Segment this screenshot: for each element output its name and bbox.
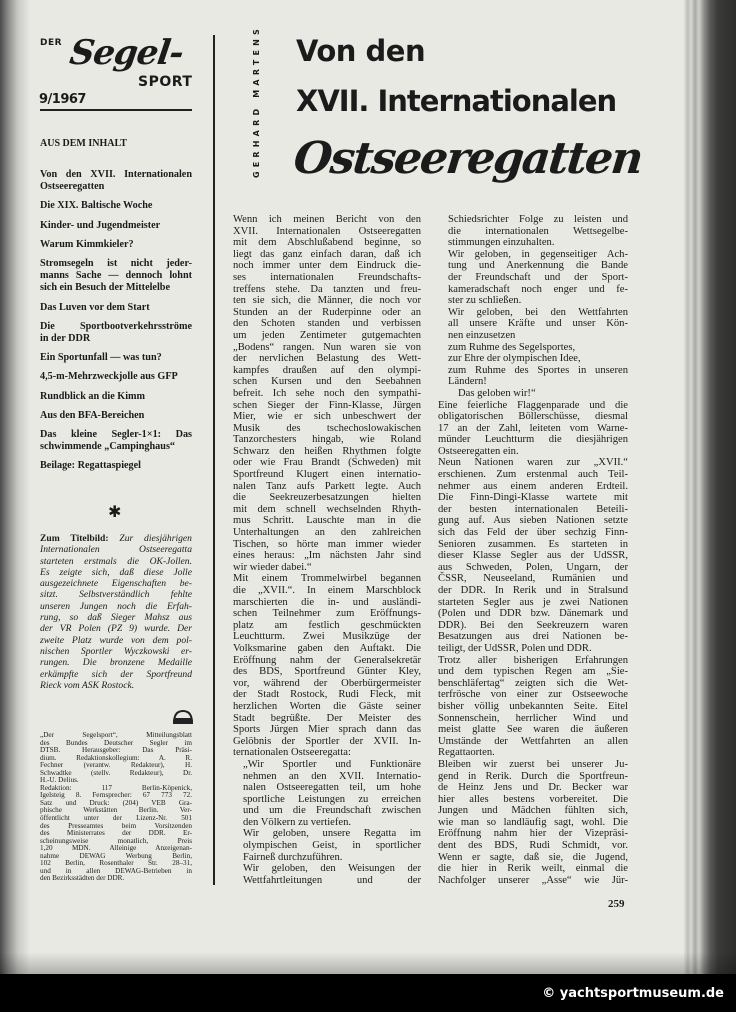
imprint-line: des Ministerrates der DDR. Er- (40, 829, 192, 838)
article-line: XVII. Internationalen Ostseeregatten (233, 225, 421, 237)
article-line: Eröffnung nahm der Generalsekretär (233, 654, 421, 666)
article-line: oder wie Frau Brandt (Schweden) mit (233, 457, 421, 469)
cover-note-line: erkämpfte sich der Sportfreund (40, 668, 192, 680)
masthead-der: DER (40, 38, 63, 48)
article-line: (Polen und DDR bzw. Dänemark und (438, 608, 628, 620)
article-line: Neun Nationen waren zur „XVII.“ (438, 457, 628, 469)
imprint-line: öffentlicht unter der Lizenz-Nr. 501 (40, 814, 192, 823)
toc-item-line: in der DDR (40, 333, 91, 345)
table-of-contents (40, 169, 192, 480)
article-line: ten sie sich, die Männer, die noch vor (233, 295, 421, 307)
article-line: Musik des tschechoslowakischen (233, 422, 421, 434)
article-line: treffens stehe. Da tanzten und freu- (233, 283, 421, 295)
cover-note-line: nischen Sportler Wyczkowski er- (40, 645, 192, 657)
article-line: terfrösche von einer zur Ostseewoche (438, 689, 628, 701)
article-line: Senioren zusammen. Es starteten in (438, 538, 628, 550)
imprint-line: des Presseamtes beim Vorsitzenden (40, 821, 192, 830)
page-bottom-shadow (0, 952, 736, 974)
article-line: sportliche Leistungen zu erreichen (243, 793, 421, 805)
article-line: nalen Tanz aufs Parkett legte. Auch (233, 480, 421, 492)
column-divider (213, 35, 215, 885)
article-line: Volksmarine gaben den Auftakt. Die (233, 642, 421, 654)
article-line: teiligt, der UdSSR, Polen und DDR. (438, 642, 592, 654)
article-line: Wir geloben, den Weisungen der (243, 863, 421, 875)
article-line: Schiedsrichter Folge zu leisten und (448, 214, 628, 225)
cover-note-line: ausgezeichnete Eigenschaften be- (40, 578, 192, 590)
binding-shadow (0, 0, 30, 974)
article-line: Wir geloben, unsere Regatta im (243, 828, 421, 840)
masthead-rule (40, 109, 192, 111)
article-line: Umstände der Wettfahrten an allen (438, 735, 628, 747)
article-line: Nachfolger unserer „Asse“ wie Jür- (438, 874, 628, 886)
imprint-line: Schwadtke (stellv. Redakteur), Dr. (40, 768, 192, 777)
article-line: Wenn er sagte, daß sie, die Jugend, (438, 851, 628, 863)
article-line: gung auf. Aus sieben Nationen setzte (438, 515, 628, 527)
toc-item (40, 258, 192, 295)
article-line: Ostseeregatten ein. (438, 445, 519, 457)
article-line: ČSSR, Neuseeland, Rumänien und (438, 573, 628, 585)
cover-note-line: starteten erstmals die OK-Jollen. (40, 555, 192, 567)
imprint-line: Satz und Druck: (204) VEB Gra- (40, 798, 192, 807)
article-line: Die Finn-Dingi-Klasse wartete mit (438, 492, 628, 504)
article-line: Wenn ich meinen Bericht von den (233, 214, 421, 225)
article-line: mit dem schnell wechselnden Rhyth- (233, 503, 421, 515)
toc-item-line: 4,5-m-Mehrzweckjolle aus GFP (40, 371, 178, 383)
article-line: schen Kursen und den Seebahnen (233, 376, 421, 388)
article-line: Wettfahrtleitungen und der (243, 874, 421, 886)
article-line: kampfes draußen auf den olympi- (233, 364, 421, 376)
article-line: nalen Ostseeregatten teil, um hohe (243, 782, 421, 794)
cover-note-label: Zum Titelbild: (40, 533, 109, 544)
cover-note-line: unseren Jungen noch die Erfah- (40, 600, 192, 612)
cover-note-text: Zur diesjährigen (108, 533, 192, 544)
article-line: nehmer aus einem anderen Erdteil. (438, 480, 628, 492)
article-line: noch immer unter dem Eindruck die- (233, 260, 421, 272)
toc-item (40, 460, 192, 472)
pledge-paragraph (233, 863, 421, 886)
article-line: der DDR. In Rerik und in Stralsund (438, 585, 628, 596)
pledge-paragraph (438, 307, 628, 342)
imprint-line: und in allen DEWAG-Betrieben in (40, 866, 192, 875)
article-line: der Freundschaft und der Sport- (448, 271, 628, 283)
article-line: zum Ruhme des Segelsportes, (448, 341, 576, 353)
article-line: Das geloben wir!“ (458, 387, 536, 399)
imprint-line: nahme DEWAG Werbung Berlin, (40, 851, 192, 860)
article-line: all unsere Kräfte und unser Kön- (448, 318, 628, 330)
article-line: Wir geloben, bei den Wettfahrten (448, 306, 628, 318)
toc-item-line: Ostseeregatten (40, 181, 105, 193)
article-line: mus Schritt. Lauschte man in die (233, 515, 421, 527)
article-line: gend in Rerik. Durch die Sportfreun- (438, 770, 628, 782)
masthead-sport: SPORT (138, 74, 193, 90)
article-line: eines heraus: „Im nächsten Jahr sind (233, 550, 421, 562)
article-line: herzlichen Worten die Gäste seiner (233, 700, 421, 712)
paragraph (438, 457, 628, 654)
article-line: DDR). Bei den Seekreuzern waren (438, 619, 628, 631)
toc-item (40, 371, 192, 383)
article-line: Unterhaltungen an den zahlreichen (233, 527, 421, 539)
toc-item-line: schwimmende „Campinghaus“ (40, 441, 176, 453)
toc-item (40, 321, 192, 345)
author-byline: GERHARD MARTENS (252, 25, 261, 178)
article-line: Jungen und Mädchen fühlten sich, (438, 805, 628, 817)
article-line: bisher völlig unbekannten Seite. Eitel (438, 700, 628, 712)
toc-item-line: Kinder- und Jugendmeister (40, 219, 161, 231)
pledge-paragraph (438, 353, 628, 365)
toc-item-line: Ein Sportunfall — was tun? (40, 352, 162, 364)
pledge-paragraph (438, 342, 628, 354)
toc-item-line: Die XIX. Baltische Woche (40, 200, 153, 212)
article-line: der Stadt Rostock, Rudi Fleck, mit (233, 689, 421, 701)
article-line: Mier, wie er sich unbeschwert der (233, 411, 421, 423)
article-line: Tischen, so hörte man immer wieder (233, 538, 421, 550)
toc-item-line: Das Luven vor dem Start (40, 301, 150, 313)
paragraph (438, 655, 628, 759)
article-line: Eröffnung nahm hier der Vizepräsi- (438, 828, 628, 840)
pledge-paragraph (438, 214, 628, 249)
article-line: Sportfreund Klugert einen internatio- (233, 469, 421, 481)
article-line: Schwarz den heißen Rhythmen folgte (233, 445, 421, 457)
article-line: Stunden an der Ruderpinne oder an (233, 306, 421, 318)
article-line: zum Ruhme des Sportes in unseren (448, 364, 628, 376)
article-line: nehmen an den XVII. Internatio- (243, 770, 421, 782)
paragraph (438, 759, 628, 887)
article-line: wir wieder dabei.“ (233, 561, 312, 573)
toc-item (40, 391, 192, 403)
toc-item-line: Warum Kimmkieler? (40, 238, 134, 250)
pledge-paragraph (233, 828, 421, 863)
cover-note-line: der VR Polen (PZ 9) wurde. Der (40, 623, 192, 635)
article-line: ses internationalen Freundschafts- (233, 271, 421, 283)
article-line: die hier in Rerik weilt, einmal die (438, 863, 628, 875)
toc-item-line: Beilage: Regattaspiegel (40, 460, 141, 472)
article-line: obligatorischen Böllerschüsse, diesmal (438, 411, 628, 423)
article-line: stimmungen einzuhalten. (448, 237, 555, 249)
imprint-line: „Der Segelsport“, Mitteilungsblatt (40, 731, 192, 739)
pledge-paragraph (438, 365, 628, 388)
imprint-line: Igelsteig 8. Fernsprecher: 67 773 72. (40, 791, 192, 800)
article-line: schen Sieger der Finn-Klasse, Jürgen (233, 399, 421, 411)
imprint-line: 102 Berlin, Rosenthaler Str. 28–31, (40, 859, 192, 868)
article-line: und dem typischen Regen am „Sie- (438, 666, 628, 678)
toc-item-line: Rundblick an die Kimm (40, 390, 146, 402)
article-line: hier alles bestens vorbereitet. Die (438, 793, 628, 805)
toc-item-line: Von den XVII. Internationalen (40, 169, 192, 180)
imprint-line: Redaktion: 117 Berlin-Köpenick, (40, 783, 192, 792)
article-line: Eine feierliche Flaggenparade und die (438, 399, 628, 411)
imprint-line: den Bezirksstädten der DDR. (40, 874, 125, 883)
article-line: erschienen. Zum erstenmal auch Teil- (438, 469, 628, 481)
article-line: ster zu schließen. (448, 295, 522, 307)
article-line: wie man so landläufig sagt, wohl. Die (438, 816, 628, 828)
cover-note-line: rungen. Die bronzene Medaille (40, 657, 192, 669)
article-line: benschläfertag“ zeigten sich die Wet- (438, 677, 628, 689)
article-line: vor, während der Oberbürgermeister (233, 677, 421, 689)
cover-note-line: sitzt. Selbstverständlich fehlte (40, 589, 192, 601)
toc-item-line: Die Sportbootverkehrsströme (40, 320, 192, 332)
page-number: 259 (608, 898, 625, 910)
article-line: Mit einem Trommelwirbel begannen (233, 573, 421, 585)
article-line: ternationalen Ostseeregatta: (233, 747, 351, 759)
cover-note-line: zweite Platz wurde von dem pol- (40, 634, 192, 646)
article-line: der besten internationalen Beteili- (438, 503, 628, 515)
article-line: dent des BDS, Rudi Schmidt, vor. (438, 840, 628, 852)
publisher-logo-icon (171, 708, 195, 728)
paragraph (233, 573, 421, 759)
cover-note-line: Es zeigte sich, daß diese Jolle (40, 566, 192, 578)
cover-note-line: Rieck vom ASK Rostock. (40, 679, 135, 691)
article-line: Regattaorten. (438, 747, 495, 759)
toc-item (40, 220, 192, 232)
article-line: starteten Segler aus je zwei Nationen (438, 596, 628, 608)
star-separator-icon: ✱ (108, 502, 122, 521)
imprint-line: scheinungsweise monatlich, Preis (40, 836, 192, 845)
article-line: liegt das ganz einfach daran, daß ich (233, 248, 421, 260)
toc-item (40, 302, 192, 314)
pledge-paragraph (233, 759, 421, 829)
article-line: münder Leuchtturm die diesjährigen (438, 434, 628, 446)
paragraph (233, 214, 421, 573)
imprint-line: des Bundes Deutscher Segler im (40, 738, 192, 747)
article-line: de Heinz Jens und Dr. Becker war (438, 782, 628, 794)
article-line: tung und Anerkennung die Bande (448, 260, 628, 272)
toc-item-line: Stromsegeln ist nicht jeder- (40, 258, 192, 270)
article-line: Bleiben wir zuerst bei unserer Ju- (438, 758, 628, 770)
imprint (40, 732, 192, 883)
article-title-line-2: XVII. Internationalen (296, 84, 617, 118)
article-line: Sonnenschein, herrlicher Wind und (438, 712, 628, 724)
imprint-line: DTSB. Herausgeber: Das Präsi- (40, 746, 192, 755)
toc-heading: AUS DEM INHALT (40, 138, 127, 149)
toc-item (40, 169, 192, 193)
article-line: 17 an der Zahl, leiteten vom Warne- (438, 422, 628, 434)
article-line: der nervlichen Belastung des Wett- (233, 353, 421, 365)
article-line: die Seekreuzerbesatzungen hielten (233, 492, 421, 504)
article-line: des BDS, Sportfreund Günter Kley, (233, 666, 421, 678)
article-line: Besatzungen aus drei Nationen be- (438, 631, 628, 643)
imprint-line: 1,20 MDN. Alleinige Anzeigenan- (40, 844, 192, 853)
article-line: Ländern! (448, 376, 487, 388)
toc-item-line: sich ein Besuch der Mittelelbe (40, 282, 170, 294)
article-line: Sports Jürgen Mier sprach dann das (233, 724, 421, 736)
cover-note-line: rung, so daß Sieger Mahsz aus (40, 612, 192, 624)
toc-item-line: Das kleine Segler-1×1: Das (40, 429, 192, 441)
paragraph (438, 400, 628, 458)
cover-note-line (40, 533, 192, 544)
article-line: sich das Feld der über sechzig Finn- (438, 527, 628, 539)
article-line: „Bodens“ rangen. Nun waren sie von (233, 341, 421, 353)
article-line: Gelöbnis der Sportler der XVII. In- (233, 735, 421, 747)
watermark: © yachtsportmuseum.de (542, 986, 724, 1001)
article-line: befreit. Ich sehe noch den sympathi- (233, 387, 421, 399)
pledge-paragraph (438, 249, 628, 307)
toc-item-line: manns Sache — dennoch lohnt (40, 270, 192, 282)
issue-number: 9/1967 (39, 92, 86, 107)
article-column-1 (233, 214, 421, 886)
article-line: meist glatte See waren die äußeren (438, 724, 628, 736)
article-title-line-3: Ostseeregatten (291, 133, 645, 184)
pledge-paragraph (438, 388, 628, 400)
article-line: den Völkern zu vertiefen. (243, 816, 352, 828)
article-line: Wir geloben, in gegenseitiger Ach- (448, 248, 628, 260)
article-column-2 (438, 214, 628, 886)
cover-note-line: Internationalen Ostseeregatta (40, 544, 192, 556)
article-line: die internationalen Wettsegelbe- (448, 225, 628, 237)
masthead-segel: Segel- (67, 33, 186, 73)
article-line: nen einzusetzen (448, 329, 516, 341)
article-line: platz am festlich geschmückten (233, 619, 421, 631)
article-line: schen Teilnehmer zum Eröffnungs- (233, 608, 421, 620)
article-line: Tanzorchesters hingab, wie Roland (233, 434, 421, 446)
article-line: Fairneß durchzuführen. (243, 851, 343, 863)
article-line: kameradschaft noch enger und fe- (448, 283, 628, 295)
book-edge (684, 0, 736, 974)
article-line: und um die Freundschaft zwischen (243, 805, 421, 817)
toc-item (40, 352, 192, 364)
article-line: dieser Klasse Segler aus der UdSSR, (438, 550, 628, 562)
imprint-line: H.-U. Delius. (40, 776, 79, 785)
article-line: den Schoten standen und verbissen (233, 318, 421, 330)
article-line: um jeden Zentimeter gutgemachten (233, 329, 421, 341)
toc-item (40, 239, 192, 251)
article-line: olympischen Geist, in sportlicher (243, 840, 421, 852)
imprint-line: Fechner (verantw. Redakteur), H. (40, 761, 192, 770)
toc-item (40, 200, 192, 212)
article-line: „Wir Sportler und Funktionäre (243, 758, 421, 770)
toc-item (40, 410, 192, 422)
article-line: zur Ehre der olympischen Idee, (448, 353, 581, 365)
article-line: aus Schweden, Polen, Ungarn, der (438, 561, 628, 573)
article-title-line-1: Von den (296, 34, 426, 68)
article-line: die „XVII.“. In einem Marschblock (233, 585, 421, 596)
article-line: Trotz aller bisherigen Erfahrungen (438, 654, 628, 666)
toc-item-line: Aus den BFA-Bereichen (40, 409, 145, 421)
article-line: mit dem Abschlußabend beginne, so (233, 237, 421, 249)
imprint-line: phische Werkstätten Berlin. Ver- (40, 806, 192, 815)
article-line: marschierten die in- und ausländi- (233, 596, 421, 608)
article-line: Stadt begrüßte. Der Meister des (233, 712, 421, 724)
toc-item (40, 429, 192, 453)
imprint-line: dium. Redaktionskollegium: A. R. (40, 753, 192, 762)
cover-note (40, 533, 192, 691)
article-line: Leuchtturm. Zwei Musikzüge der (233, 631, 421, 643)
